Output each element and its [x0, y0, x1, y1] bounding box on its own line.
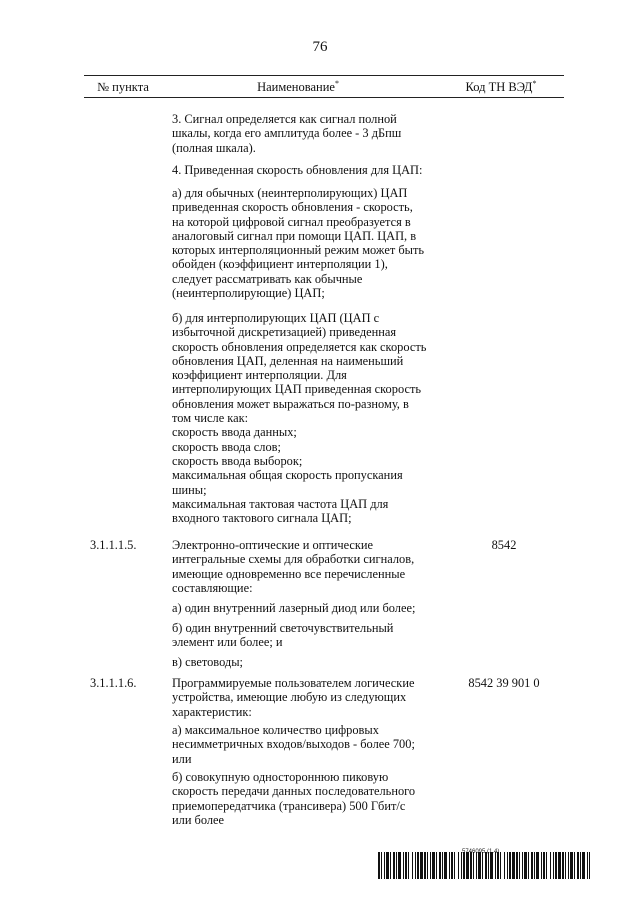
header-code-footnote: *: [532, 78, 537, 88]
note-paragraph: 4. Приведенная скорость обновления для ЦАП:: [172, 163, 423, 177]
document-stamp: (1.4): [487, 849, 500, 855]
item-number: 3.1.1.1.5.: [90, 538, 137, 552]
item-description: в) световоды;: [172, 655, 243, 669]
item-description: а) максимальное количество цифровых несимметричных входов/выходов - более 700; или: [172, 723, 415, 766]
item-description: Программируемые пользователем логические устройства, имеющие любую из следующих характеристик:: [172, 676, 415, 719]
note-paragraph: а) для обычных (неинтерполирующих) ЦАП приведенная скорость обновления - скорость, на которой цифровой сигнал преобразуется в аналоговый сигнал при помощи ЦАП. ЦАП, в которых интерполяционный режим может быть обойден (коэффициент интерполяции 1), следует рассматривать как обычные (неинтерполирующие) ЦАП;: [172, 186, 425, 301]
note-paragraph: б) для интерполирующих ЦАП (ЦАП с избыточной дискретизацией) приведенная скорость обновления определяется как скорость обновления ЦАП, деленная на наименьший коэффициент интерполяции. Для интерполирующих ЦАП приведенная скорость обновления может выражаться по-разному, в том числе как: скорость ввода данных; скорость ввода слов; скорость ввода выборок; максимальная общая скорость пропускания шины; максимальная тактовая частота ЦАП для входного тактового сигнала ЦАП;: [172, 311, 427, 526]
item-code: 8542 39 901 0: [468, 676, 540, 690]
barcode: [378, 852, 590, 879]
header-bottom-rule: [84, 97, 564, 98]
item-number: 3.1.1.1.6.: [90, 676, 137, 690]
item-code: 8542: [491, 538, 517, 552]
header-name-label: Наименование*: [257, 78, 339, 94]
item-description: б) один внутренний светочувствительный элемент или более; и: [172, 621, 394, 650]
header-number-label: № пункта: [97, 80, 149, 94]
header-code-label: Код ТН ВЭД*: [465, 78, 537, 94]
header-top-rule: [84, 75, 564, 76]
item-description: б) совокупную одностороннюю пиковую скорость передачи данных последовательного приемопередатчика (трансивера) 500 Гбит/с или более: [172, 770, 416, 827]
item-description: а) один внутренний лазерный диод или более;: [172, 601, 416, 615]
note-paragraph: 3. Сигнал определяется как сигнал полной шкалы, когда его амплитуда более - 3 дБпш (полная шкала).: [172, 112, 402, 155]
item-description: Электронно-оптические и оптические интегральные схемы для обработки сигналов, имеющие одновременно все перечисленные составляющие:: [172, 538, 415, 595]
header-name-footnote: *: [334, 78, 339, 88]
page-number: 76: [312, 39, 328, 55]
